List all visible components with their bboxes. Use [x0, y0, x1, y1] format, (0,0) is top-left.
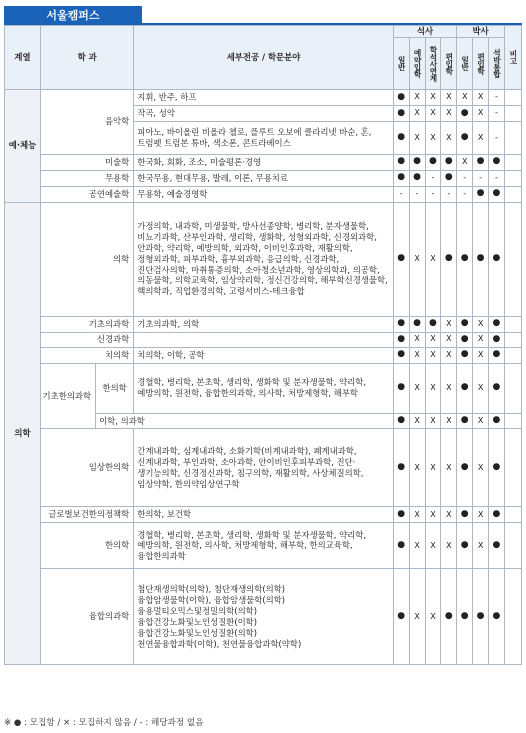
mark-dash: -: [489, 170, 505, 186]
major-line: 융합건강노화및노인성질환(의학): [137, 627, 258, 638]
mark-dot: ●: [489, 429, 505, 507]
mark-dot: ●: [393, 202, 409, 316]
mark-x: X: [441, 121, 457, 154]
mark-dot: ●: [409, 316, 425, 332]
dept-cell: 글로벌보건한의정책학: [41, 507, 134, 523]
remark-cell: [504, 523, 521, 569]
mark-dash: -: [489, 121, 505, 154]
major-cell: 작곡, 성악: [134, 105, 394, 121]
mark-x: X: [425, 429, 441, 507]
group-label: 예·체능: [8, 140, 37, 151]
mark-dash: -: [489, 90, 505, 106]
remark-cell: [504, 202, 521, 316]
mark-dot: ●: [457, 347, 473, 363]
mark-x: X: [425, 523, 441, 569]
remark-cell: [504, 186, 521, 202]
major-cell: 기초의과학, 의학: [134, 316, 394, 332]
major-cell: 한의학, 보건학: [134, 507, 394, 523]
mark-dot: ●: [457, 363, 473, 413]
table-row: [5, 429, 522, 507]
mark-x: X: [441, 105, 457, 121]
dept-cell: 치의학: [41, 347, 134, 363]
mark-dot: ●: [489, 363, 505, 413]
header-col: 일반: [457, 38, 473, 90]
major-cell: 한국무용, 현대무용, 발레, 이론, 무용치료: [134, 170, 394, 186]
group-arts: [5, 90, 41, 203]
mark-dash: -: [425, 170, 441, 186]
dept-cell: 융합의과학: [41, 569, 134, 665]
mark-dot: ●: [393, 154, 409, 170]
mark-dot: ●: [473, 154, 489, 170]
mark-dot: ●: [489, 523, 505, 569]
mark-dot: ●: [393, 507, 409, 523]
mark-dot: ●: [441, 154, 457, 170]
mark-x: X: [409, 507, 425, 523]
dept-cell: 공연예술학: [41, 186, 134, 202]
mark-dot: ●: [489, 154, 505, 170]
mark-dash: -: [489, 105, 505, 121]
campus-tab[interactable]: 서울캠퍼스: [4, 6, 142, 24]
major-cell: 이학, 의과학: [96, 413, 394, 429]
mark-x: X: [457, 90, 473, 106]
mark-dot: ●: [489, 413, 505, 429]
remark-cell: [504, 569, 521, 665]
mark-dot: ●: [489, 347, 505, 363]
header-col: 학석사연계: [425, 38, 441, 90]
mark-x: X: [473, 363, 489, 413]
mark-x: X: [425, 569, 441, 665]
mark-x: X: [473, 507, 489, 523]
mark-dot: ●: [489, 569, 505, 665]
major-cell: 경혈학, 병리학, 본초학, 생리학, 생화학 및 분자생물학, 약리학, 예방의학, 원전학, 의사학, 처방제형학, 해부학, 한의교육학, 융합한의과학: [134, 523, 394, 569]
major-cell: [134, 569, 394, 665]
mark-dot: ●: [393, 121, 409, 154]
mark-x: X: [441, 347, 457, 363]
major-line: 천연물융합과학(이학), 천연물융합과학(약학): [137, 638, 302, 649]
subdept-cell: 한의학: [96, 363, 134, 413]
mark-x: X: [473, 90, 489, 106]
mark-dash: -: [457, 170, 473, 186]
header-col: 편입학: [473, 38, 489, 90]
remark-cell: [504, 332, 521, 347]
mark-dot: ●: [457, 569, 473, 665]
table-row: [5, 154, 522, 170]
mark-x: X: [409, 413, 425, 429]
mark-x: X: [425, 507, 441, 523]
mark-dot: ●: [409, 170, 425, 186]
mark-x: X: [425, 332, 441, 347]
mark-dash: -: [473, 170, 489, 186]
mark-dot: ●: [425, 316, 441, 332]
mark-dot: ●: [457, 121, 473, 154]
table-row: [5, 569, 522, 665]
mark-dash: -: [425, 186, 441, 202]
mark-dot: ●: [457, 523, 473, 569]
major-cell: 무용학, 예술경영학: [134, 186, 394, 202]
mark-dot: ●: [393, 170, 409, 186]
major-cell: [134, 332, 394, 347]
table-row: [5, 186, 522, 202]
mark-dot: ●: [393, 347, 409, 363]
mark-x: X: [425, 413, 441, 429]
mark-x: X: [409, 105, 425, 121]
mark-dot: ●: [457, 413, 473, 429]
mark-x: X: [473, 347, 489, 363]
mark-x: X: [441, 523, 457, 569]
mark-dot: ●: [441, 569, 457, 665]
mark-x: X: [441, 332, 457, 347]
dept-cell: 무용학: [41, 170, 134, 186]
table-row: [5, 316, 522, 332]
dept-cell: 의학: [41, 202, 134, 316]
mark-dot: ●: [393, 105, 409, 121]
table-row: [5, 332, 522, 347]
mark-dot: ●: [457, 105, 473, 121]
header-remark: 비고: [504, 26, 521, 90]
header-group: 계열: [5, 26, 41, 90]
mark-x: X: [441, 507, 457, 523]
dept-cell: 한의학: [41, 523, 134, 569]
mark-x: X: [457, 154, 473, 170]
mark-x: X: [473, 332, 489, 347]
mark-dot: ●: [473, 569, 489, 665]
mark-x: X: [409, 90, 425, 106]
mark-dash: -: [441, 186, 457, 202]
mark-dot: ●: [457, 507, 473, 523]
mark-x: X: [409, 429, 425, 507]
mark-dot: ●: [457, 202, 473, 316]
remark-cell: [504, 347, 521, 363]
mark-dot: ●: [425, 154, 441, 170]
major-line: 첨단재생의학(의학), 첨단재생의학(의학): [137, 584, 286, 595]
mark-x: X: [425, 90, 441, 106]
mark-x: X: [473, 105, 489, 121]
mark-dash: -: [457, 186, 473, 202]
mark-x: X: [441, 429, 457, 507]
mark-dot: ●: [393, 413, 409, 429]
remark-cell: [504, 121, 521, 154]
mark-x: X: [409, 523, 425, 569]
header-col: 일반: [393, 38, 409, 90]
header-major: 세부전공 / 학문분야: [134, 26, 394, 90]
header-doctoral: 박사: [457, 26, 505, 38]
dept-cell: 신경과학: [41, 332, 134, 347]
major-cell: 피아노, 바이올린 비올라 첼로, 플루트 오보에 클라리넷 바순, 혼, 트럼펫 트럼본 튜바, 색소폰, 콘트라베이스: [134, 121, 394, 154]
mark-x: X: [409, 202, 425, 316]
dept-cell: 미술학: [41, 154, 134, 170]
dept-cell: 기초의과학: [41, 316, 134, 332]
major-line: 융합건강노화및노인성질환(이학): [137, 616, 258, 627]
group-medicine: 의학: [5, 202, 41, 665]
mark-x: X: [409, 347, 425, 363]
mark-x: X: [441, 90, 457, 106]
dept-cell: 임상한의학: [41, 429, 134, 507]
mark-dot: ●: [489, 332, 505, 347]
mark-dot: ●: [473, 186, 489, 202]
table-row: [5, 363, 522, 413]
mark-x: X: [425, 347, 441, 363]
mark-dot: ●: [457, 316, 473, 332]
legend-footnote: ※ ● : 모집함 / × : 모집하지 않음 / - : 해당과정 없음: [4, 718, 204, 728]
table-row: [5, 523, 522, 569]
mark-x: X: [409, 569, 425, 665]
mark-x: X: [473, 316, 489, 332]
mark-dot: ●: [489, 202, 505, 316]
table-row: [5, 170, 522, 186]
header-dept: 학 과: [41, 26, 134, 90]
program-table: [4, 25, 522, 665]
remark-cell: [504, 363, 521, 413]
mark-x: X: [473, 413, 489, 429]
mark-dash: -: [409, 186, 425, 202]
remark-cell: [504, 507, 521, 523]
mark-x: X: [409, 363, 425, 413]
mark-dot: ●: [489, 316, 505, 332]
mark-dot: ●: [473, 202, 489, 316]
mark-x: X: [441, 363, 457, 413]
mark-dot: ●: [441, 170, 457, 186]
major-cell: 경혈학, 병리학, 본초학, 생리학, 생화학 및 분자생물학, 약리학, 예방의학, 원전학, 융합한의과학, 의사학, 처방제형학, 해부학: [134, 363, 394, 413]
header-masters: 석사: [393, 26, 457, 38]
table-row: [5, 507, 522, 523]
mark-dot: ●: [393, 332, 409, 347]
mark-x: X: [473, 523, 489, 569]
major-line: 융합암생물학(이학), 융합암생물학(의학): [137, 595, 286, 606]
mark-dot: ●: [393, 90, 409, 106]
mark-dot: ●: [393, 569, 409, 665]
mark-dot: ●: [441, 202, 457, 316]
mark-dot: ●: [393, 363, 409, 413]
remark-cell: [504, 429, 521, 507]
mark-dot: ●: [393, 429, 409, 507]
mark-dash: -: [393, 186, 409, 202]
mark-dot: ●: [489, 507, 505, 523]
major-cell: 치의학, 이학, 공학: [134, 347, 394, 363]
mark-x: X: [425, 121, 441, 154]
mark-x: X: [473, 429, 489, 507]
major-cell: 가정의학, 내과학, 미생물학, 방사선종양학, 병리학, 분자생물학, 비뇨기과학, 산부인과학, 생리학, 생화학, 성형외과학, 신경외과학, 안과학, 약리학, 예방의학, 외과학, 이비인후과학, 재활의학, 정형외과학, 피부과학, 흉부외과학, 응급의학, 신경과학, 진단검사의학, 마취통증의학, 소아청소년과학, 영상의학과, 의공학, 의동물학, 의학교육학, 임상약리학, 정신건강의학, 해부학신경생물학, 핵의학과, 직업환경의학, 고령서비스-테크융합: [134, 202, 394, 316]
remark-cell: [504, 413, 521, 429]
remark-cell: [504, 90, 521, 106]
dept-cell: 기초한의과학: [41, 363, 96, 429]
remark-cell: [504, 316, 521, 332]
mark-x: X: [441, 316, 457, 332]
mark-x: X: [473, 121, 489, 154]
mark-x: X: [425, 202, 441, 316]
dept-cell: 음악학: [41, 90, 134, 155]
major-cell: 간계내과학, 심계내과학, 소화기학(비계내과학), 폐계내과학, 신계내과학, 부인과학, 소아과학, 안이비인후피부과학, 진단·생기능의학, 신경정신과학, 침구의학, 재활의학, 사상체질의학, 임상약학, 한의약임상연구학: [134, 429, 394, 507]
mark-dot: ●: [393, 523, 409, 569]
mark-dot: ●: [457, 429, 473, 507]
major-line: 융용멀티오믹스및정밀의학(의학): [137, 606, 258, 617]
mark-x: X: [441, 413, 457, 429]
header-col: 편입학: [441, 38, 457, 90]
mark-x: X: [425, 105, 441, 121]
mark-dot: ●: [489, 186, 505, 202]
remark-cell: [504, 154, 521, 170]
mark-x: X: [409, 121, 425, 154]
major-cell: 지휘, 반주, 하프: [134, 90, 394, 106]
mark-dot: ●: [393, 316, 409, 332]
table-row: [5, 202, 522, 316]
mark-dot: ●: [409, 154, 425, 170]
remark-cell: [504, 170, 521, 186]
mark-x: X: [409, 332, 425, 347]
mark-dot: ●: [457, 332, 473, 347]
header-col: 예약입학: [409, 38, 425, 90]
remark-cell: [504, 105, 521, 121]
mark-x: X: [425, 363, 441, 413]
major-cell: 한국화, 회화, 조소, 미술평론·경영: [134, 154, 394, 170]
table-row: [5, 90, 522, 106]
table-row: [5, 347, 522, 363]
header-col: 석박통합: [489, 38, 505, 90]
